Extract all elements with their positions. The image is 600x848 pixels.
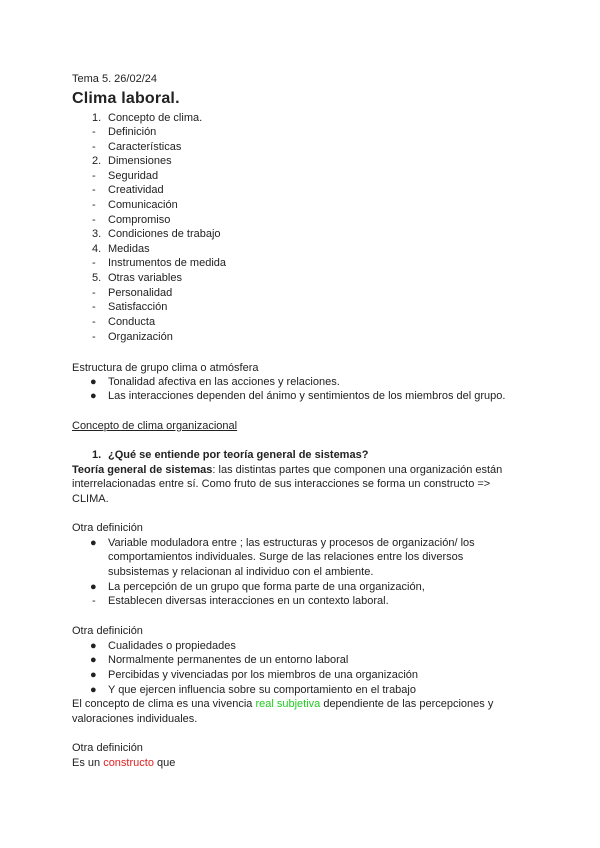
question-text: ¿Qué se entiende por teoría general de sistemas?: [108, 449, 369, 461]
list-item-text: Satisfacción: [108, 301, 168, 313]
section-heading-underlined: Concepto de clima organizacional: [72, 420, 238, 432]
list-item-text: Comunicación: [108, 199, 178, 211]
list-marker: 3.: [92, 228, 102, 240]
list-marker: -: [92, 199, 96, 211]
bullet-icon: ●: [90, 654, 97, 666]
bullet-icon: ●: [90, 581, 97, 593]
definition-term: Teoría general de sistemas: [72, 464, 213, 476]
list-marker: -: [92, 257, 96, 269]
list-marker: -: [92, 214, 96, 226]
list-item-text: Tonalidad afectiva en las acciones y relaciones.: [108, 376, 340, 388]
list-item: [90, 375, 340, 389]
list-item-text: Conducta: [108, 316, 156, 328]
list-item: [90, 389, 506, 403]
section-heading: Estructura de grupo clima o atmósfera: [72, 362, 259, 374]
list-item-text: Variable moduladora entre ; las estructuras y procesos de organización/ los: [108, 537, 475, 549]
bullet-icon: ●: [90, 684, 97, 696]
list-marker: 2.: [92, 155, 102, 167]
paragraph-line: [72, 697, 493, 711]
list-marker: -: [92, 331, 96, 343]
list-marker: -: [92, 316, 96, 328]
list-item-text: Y que ejercen influencia sobre su comportamiento en el trabajo: [108, 684, 416, 696]
question-item: [92, 448, 369, 462]
date-line: Tema 5. 26/02/24: [72, 73, 158, 85]
list-marker: -: [92, 301, 96, 313]
list-item: [90, 668, 418, 682]
definition-line: [72, 463, 502, 477]
list-item-continuation: comportamientos individuales. Surge de las relaciones entre los diversos: [108, 551, 464, 563]
list-item-text: Definición: [108, 126, 157, 138]
list-item-text: Cualidades o propiedades: [108, 640, 236, 652]
section-heading: Otra definición: [72, 522, 143, 534]
highlighted-text-red: constructo: [103, 757, 154, 769]
list-item-text: Instrumentos de medida: [108, 257, 227, 269]
list-item-text: Percibidas y vivenciadas por los miembros de una organización: [108, 669, 418, 681]
list-item-text: Concepto de clima.: [108, 112, 203, 124]
list-item-text: Condiciones de trabajo: [108, 228, 221, 240]
definition-text: : las distintas partes que componen una organización están: [212, 464, 503, 476]
section-heading: Otra definición: [72, 742, 143, 754]
list-marker: 1.: [92, 449, 102, 461]
bullet-icon: ●: [90, 390, 97, 402]
list-marker: -: [92, 126, 96, 138]
list-item-text: Medidas: [108, 243, 150, 255]
list-item-text: Establecen diversas interacciones en un contexto laboral.: [108, 595, 389, 607]
list-item-text: Características: [108, 141, 182, 153]
list-item: [90, 580, 425, 594]
list-item-text: La percepción de un grupo que forma parte de una organización,: [108, 581, 425, 593]
paragraph-text: dependiente de las percepciones y: [320, 698, 494, 710]
list-item: [90, 536, 475, 550]
list-item: [90, 639, 236, 653]
list-marker: -: [92, 170, 96, 182]
list-item-text: Dimensiones: [108, 155, 172, 167]
definition-line: interrelacionadas entre sí. Como fruto de sus interacciones se forma un constructo =>: [72, 478, 491, 490]
list-item-text: Compromiso: [108, 214, 171, 226]
list-marker: -: [92, 287, 96, 299]
list-marker: 4.: [92, 243, 102, 255]
bullet-icon: ●: [90, 640, 97, 652]
highlighted-text-green: real subjetiva: [255, 698, 321, 710]
list-item-continuation: subsistemas y relacionan al individuo con el ambiente.: [108, 566, 374, 578]
list-marker: -: [92, 184, 96, 196]
list-item-text: Normalmente permanentes de un entorno laboral: [108, 654, 349, 666]
list-item-text: Personalidad: [108, 287, 173, 299]
list-item-text: Seguridad: [108, 170, 159, 182]
paragraph-text: Es un: [72, 757, 104, 769]
list-item-text: Creatividad: [108, 184, 164, 196]
list-item: [90, 653, 349, 667]
list-item: [92, 594, 389, 608]
list-marker: 5.: [92, 272, 102, 284]
bullet-icon: ●: [90, 537, 97, 549]
list-marker: -: [92, 595, 96, 607]
paragraph-text: que: [153, 757, 176, 769]
list-marker: -: [92, 141, 96, 153]
bullet-icon: ●: [90, 376, 97, 388]
list-item: [90, 683, 416, 697]
list-marker: 1.: [92, 112, 102, 124]
bullet-icon: ●: [90, 669, 97, 681]
paragraph-line: [72, 756, 175, 770]
list-item-text: Organización: [108, 331, 173, 343]
list-item-text: Otras variables: [108, 272, 182, 284]
definition-line: CLIMA.: [72, 493, 109, 505]
section-heading: Otra definición: [72, 625, 143, 637]
paragraph-line: valoraciones individuales.: [72, 713, 198, 725]
list-item-text: Las interacciones dependen del ánimo y sentimientos de los miembros del grupo.: [108, 390, 506, 402]
paragraph-text: El concepto de clima es una vivencia: [72, 698, 256, 710]
page-title: Clima laboral.: [72, 90, 180, 107]
